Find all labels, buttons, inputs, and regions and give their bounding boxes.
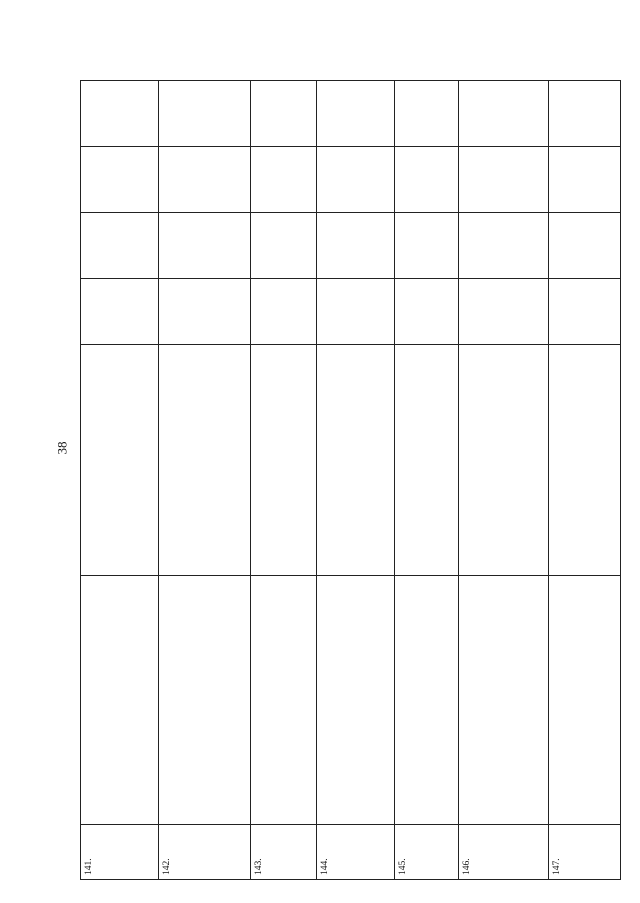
answer-cell	[459, 81, 549, 147]
reference-text	[81, 345, 159, 576]
answer-cell	[81, 279, 159, 345]
answer-cell	[459, 279, 549, 345]
answer-cell	[81, 147, 159, 213]
answer-cell	[395, 213, 459, 279]
answer-cell	[251, 147, 317, 213]
table-row	[459, 81, 549, 880]
rotated-sheet	[80, 85, 620, 880]
answer-cell	[159, 147, 251, 213]
row-number: 145.	[395, 825, 459, 880]
reference-text	[317, 345, 395, 576]
answer-cell	[81, 213, 159, 279]
question-text	[81, 576, 159, 825]
answer-cell	[549, 81, 621, 147]
reference-text	[459, 345, 549, 576]
answer-cell	[317, 81, 395, 147]
answer-cell	[549, 213, 621, 279]
answer-cell	[159, 279, 251, 345]
row-number: 142.	[159, 825, 251, 880]
row-number: 147.	[549, 825, 621, 880]
answer-cell	[395, 81, 459, 147]
question-text	[251, 576, 317, 825]
answer-cell	[251, 279, 317, 345]
checklist-table-area	[80, 85, 620, 880]
page-number: 38	[54, 441, 70, 455]
answer-cell	[395, 147, 459, 213]
reference-text	[159, 345, 251, 576]
question-text	[459, 576, 549, 825]
answer-cell	[159, 213, 251, 279]
table-row	[81, 81, 159, 880]
question-text	[317, 576, 395, 825]
answer-cell	[251, 81, 317, 147]
answer-cell	[317, 147, 395, 213]
row-number: 144.	[317, 825, 395, 880]
row-number: 143.	[251, 825, 317, 880]
table-row	[251, 81, 317, 880]
answer-cell	[251, 213, 317, 279]
answer-cell	[395, 279, 459, 345]
answer-cell	[317, 279, 395, 345]
question-text	[159, 576, 251, 825]
answer-cell	[549, 147, 621, 213]
reference-text	[251, 345, 317, 576]
question-text	[549, 576, 621, 825]
row-number: 146.	[459, 825, 549, 880]
row-number: 141.	[81, 825, 159, 880]
answer-cell	[317, 213, 395, 279]
answer-cell	[81, 81, 159, 147]
table-row	[317, 81, 395, 880]
answer-cell	[159, 81, 251, 147]
answer-cell	[459, 147, 549, 213]
table-row	[549, 81, 621, 880]
checklist-table	[80, 80, 621, 880]
checklist-body	[81, 81, 621, 880]
reference-text	[395, 345, 459, 576]
question-text	[395, 576, 459, 825]
reference-text	[549, 345, 621, 576]
table-row	[159, 81, 251, 880]
answer-cell	[459, 213, 549, 279]
table-row	[395, 81, 459, 880]
answer-cell	[549, 279, 621, 345]
